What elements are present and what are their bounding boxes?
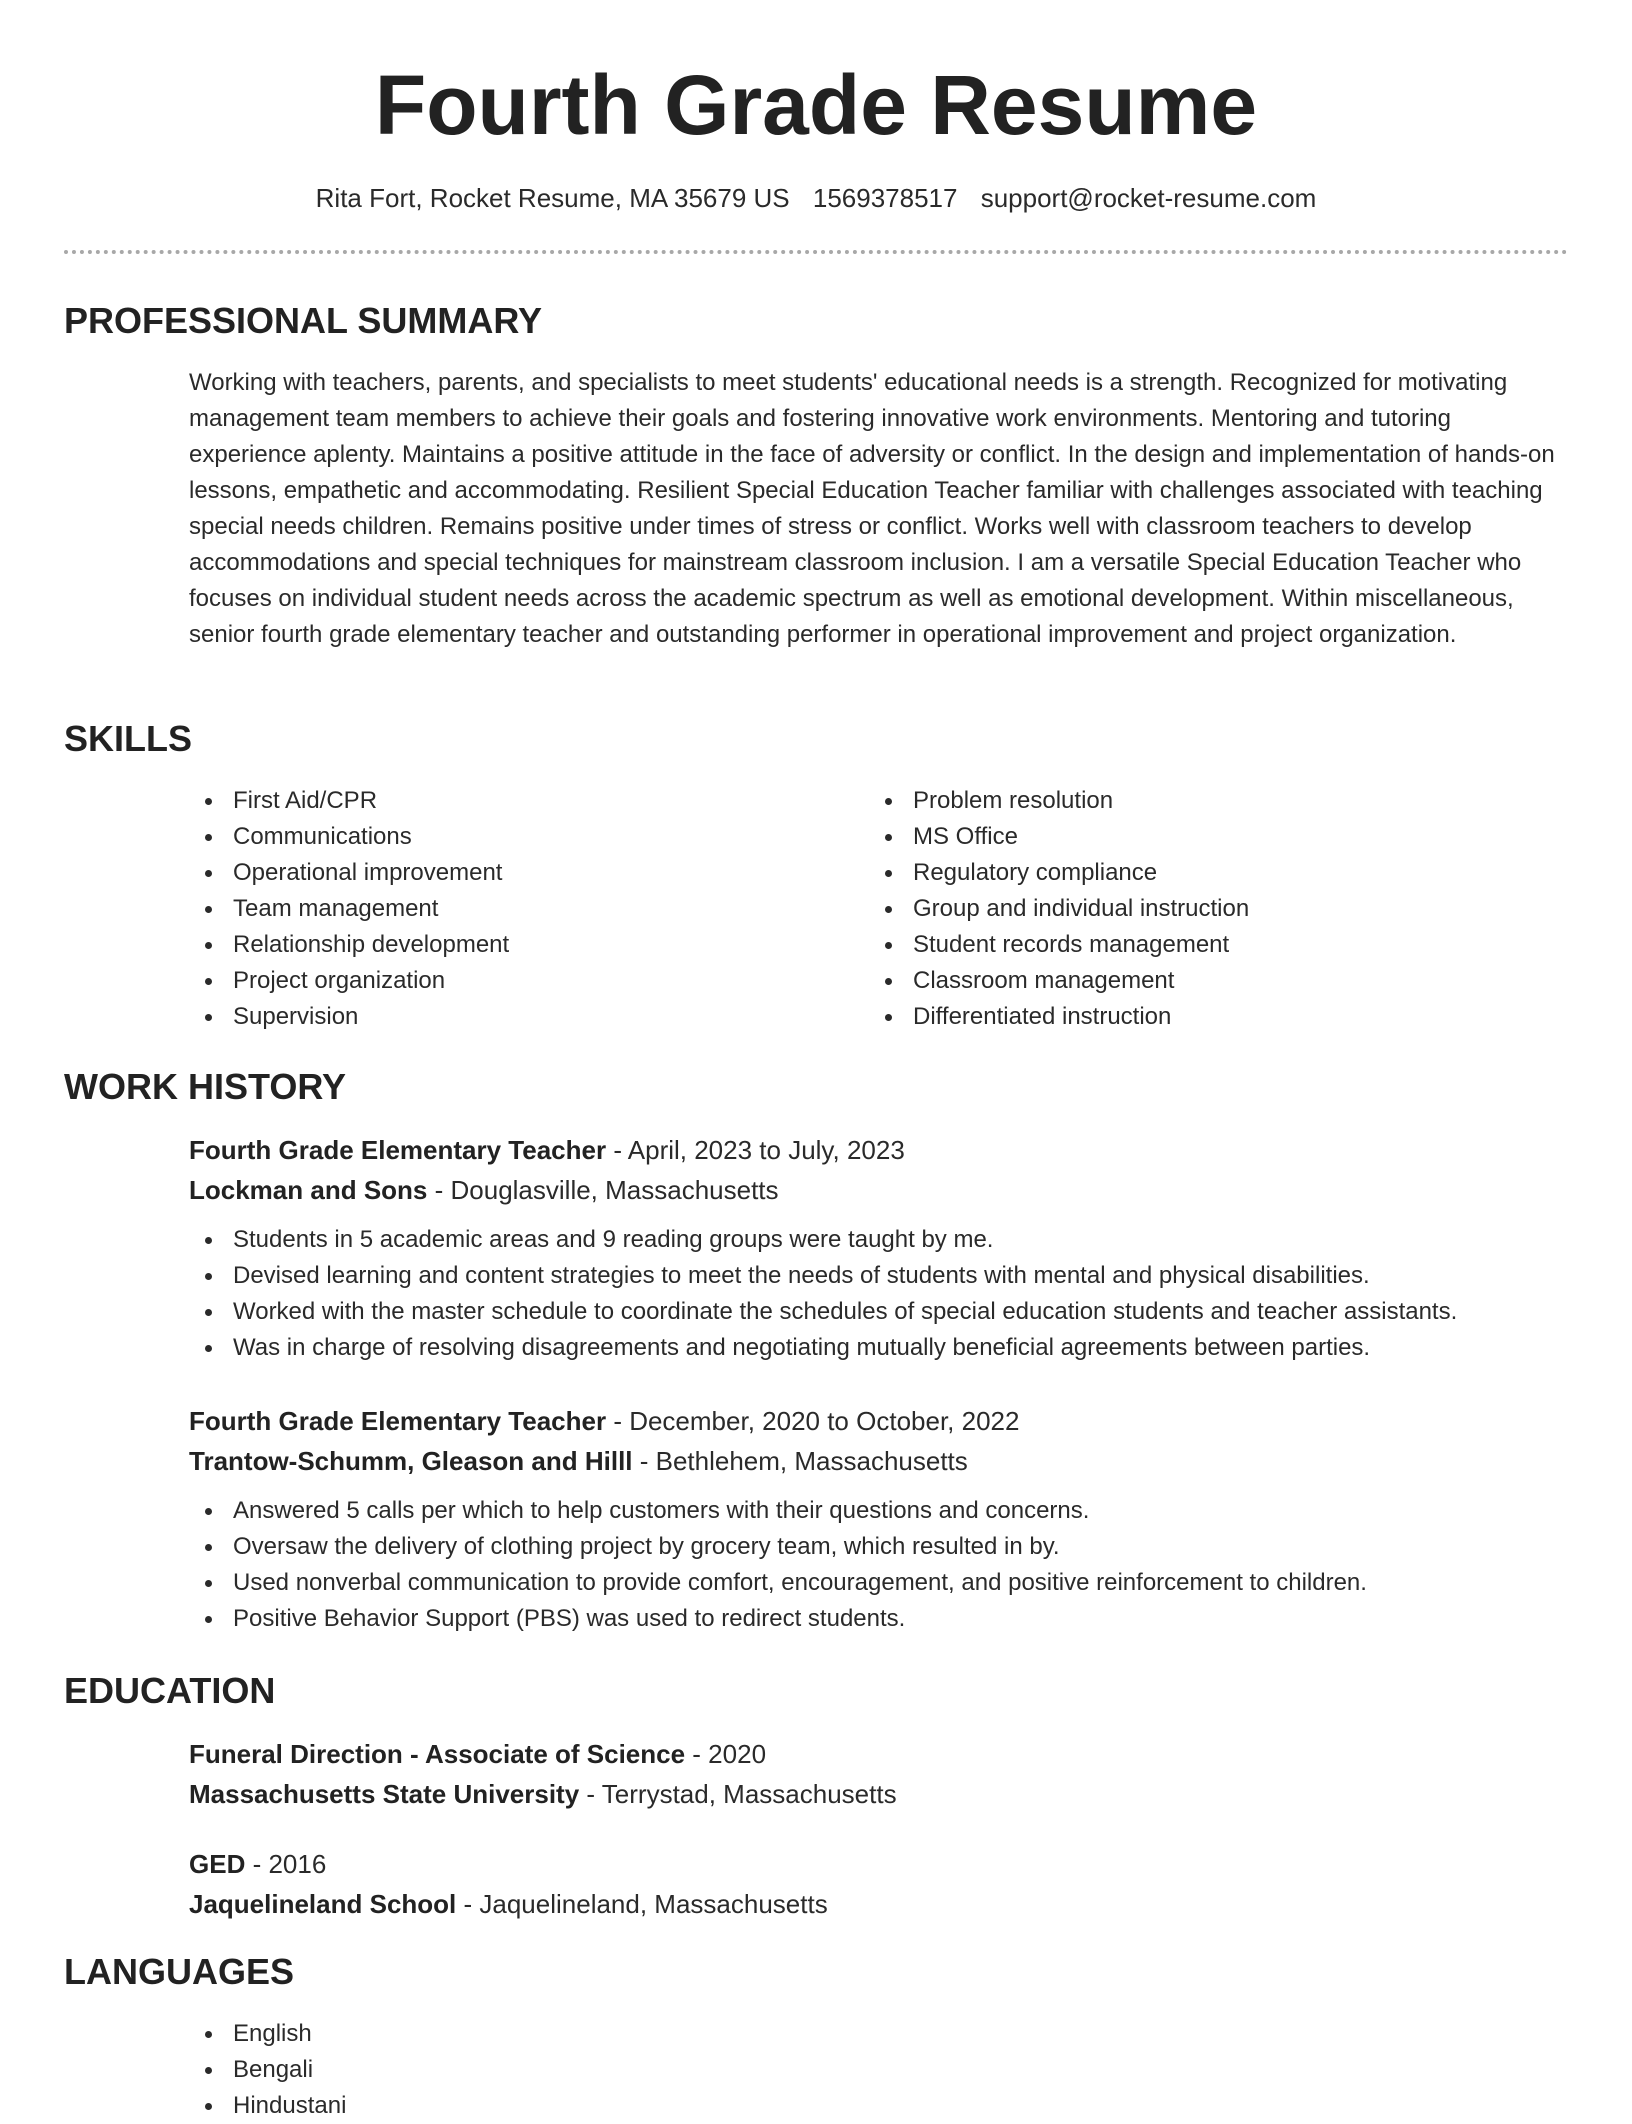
skill-item: Problem resolution: [869, 783, 1489, 819]
job-bullet: Devised learning and content strategies to meet the needs of students with mental and physical disabilities.: [189, 1258, 1569, 1294]
skill-item: Operational improvement: [189, 855, 809, 891]
education-school-line: [189, 1774, 1569, 1814]
job-bullet: Answered 5 calls per which to help customers with their questions and concerns.: [189, 1493, 1569, 1529]
section-heading-summary: PROFESSIONAL SUMMARY: [64, 300, 543, 341]
job-dates: - December, 2020 to October, 2022: [606, 1406, 1020, 1436]
skill-item: Student records management: [869, 927, 1489, 963]
job-title: Fourth Grade Elementary Teacher: [189, 1135, 607, 1165]
job-bullet: Worked with the master schedule to coordinate the schedules of special education students and teacher assistants.: [189, 1294, 1569, 1330]
contact-email: support@rocket-resume.com: [980, 183, 1317, 213]
contact-line: [0, 180, 1632, 216]
job-company-line: [189, 1441, 1569, 1481]
job-entry: [189, 1130, 1569, 1366]
skill-item: Relationship development: [189, 927, 809, 963]
job-location: - Douglasville, Massachusetts: [427, 1175, 779, 1205]
education-degree-line: [189, 1844, 1569, 1884]
job-title: Fourth Grade Elementary Teacher: [189, 1406, 607, 1436]
education-degree-line: [189, 1734, 1569, 1774]
job-bullet: Oversaw the delivery of clothing project by grocery team, which resulted in by.: [189, 1529, 1569, 1565]
language-item: Hindustani: [189, 2088, 789, 2124]
skill-item: Team management: [189, 891, 809, 927]
education-school: Jaquelineland School: [189, 1889, 457, 1919]
job-title-line: [189, 1401, 1569, 1441]
education-degree: GED: [189, 1849, 246, 1879]
education-degree: Funeral Direction - Associate of Science: [189, 1739, 686, 1769]
job-bullets: [189, 1493, 1569, 1637]
skill-item: Supervision: [189, 999, 809, 1035]
section-heading-languages: LANGUAGES: [64, 1951, 295, 1992]
education-entry: [189, 1844, 1569, 1924]
contact-phone: 1569378517: [812, 183, 958, 213]
job-entry: [189, 1401, 1569, 1637]
section-heading-work: WORK HISTORY: [64, 1066, 347, 1107]
job-bullet: Used nonverbal communication to provide comfort, encouragement, and positive reinforcement to children.: [189, 1565, 1569, 1601]
education-year: - 2016: [245, 1849, 327, 1879]
education-school-line: [189, 1884, 1569, 1924]
job-location: - Bethlehem, Massachusetts: [632, 1446, 968, 1476]
contact-address: Rita Fort, Rocket Resume, MA 35679 US: [315, 183, 790, 213]
job-bullet: Positive Behavior Support (PBS) was used to redirect students.: [189, 1601, 1569, 1637]
skill-item: Regulatory compliance: [869, 855, 1489, 891]
skill-item: Classroom management: [869, 963, 1489, 999]
education-year: - 2020: [685, 1739, 767, 1769]
languages-list: [189, 2016, 789, 2124]
section-heading-education: EDUCATION: [64, 1670, 276, 1711]
summary-text: Working with teachers, parents, and specialists to meet students' educational needs is a strength. Recognized for motivating management team members to achieve their goals and fostering innovative work environments. Mentoring and tutoring experience aplenty. Maintains a positive attitude in the face of adversity or conflict. In the design and implementation of hands-on lessons, empathetic and accommodating. Resilient Special Education Teacher familiar with challenges associated with teaching special needs children. Remains positive under times of stress or conflict. Works well with classroom teachers to develop accommodations and special techniques for mainstream classroom inclusion. I am a versatile Special Education Teacher who focuses on individual student needs across the academic spectrum as well as emotional development. Within miscellaneous, senior fourth grade elementary teacher and outstanding performer in operational improvement and project organization.: [189, 369, 1555, 648]
skill-item: Differentiated instruction: [869, 999, 1489, 1035]
skill-item: First Aid/CPR: [189, 783, 809, 819]
education-location: - Jaquelineland, Massachusetts: [456, 1889, 828, 1919]
education-school: Massachusetts State University: [189, 1779, 580, 1809]
skill-item: Communications: [189, 819, 809, 855]
job-title-line: [189, 1130, 1569, 1170]
education-entry: [189, 1734, 1569, 1814]
job-company: Lockman and Sons: [189, 1175, 428, 1205]
skills-list-left: [189, 783, 809, 1035]
job-company-line: [189, 1170, 1569, 1210]
education-location: - Terrystad, Massachusetts: [579, 1779, 897, 1809]
skill-item: MS Office: [869, 819, 1489, 855]
header-divider: [64, 250, 1568, 254]
skill-item: Group and individual instruction: [869, 891, 1489, 927]
job-dates: - April, 2023 to July, 2023: [606, 1135, 905, 1165]
job-company: Trantow-Schumm, Gleason and Hilll: [189, 1446, 633, 1476]
skill-item: Project organization: [189, 963, 809, 999]
language-item: Bengali: [189, 2052, 789, 2088]
job-bullet: Students in 5 academic areas and 9 reading groups were taught by me.: [189, 1222, 1569, 1258]
skills-list-right: [869, 783, 1489, 1035]
section-heading-skills: SKILLS: [64, 718, 193, 759]
job-bullet: Was in charge of resolving disagreements and negotiating mutually beneficial agreements between parties.: [189, 1330, 1569, 1366]
language-item: English: [189, 2016, 789, 2052]
job-bullets: [189, 1222, 1569, 1366]
page-title: Fourth Grade Resume: [374, 58, 1258, 152]
